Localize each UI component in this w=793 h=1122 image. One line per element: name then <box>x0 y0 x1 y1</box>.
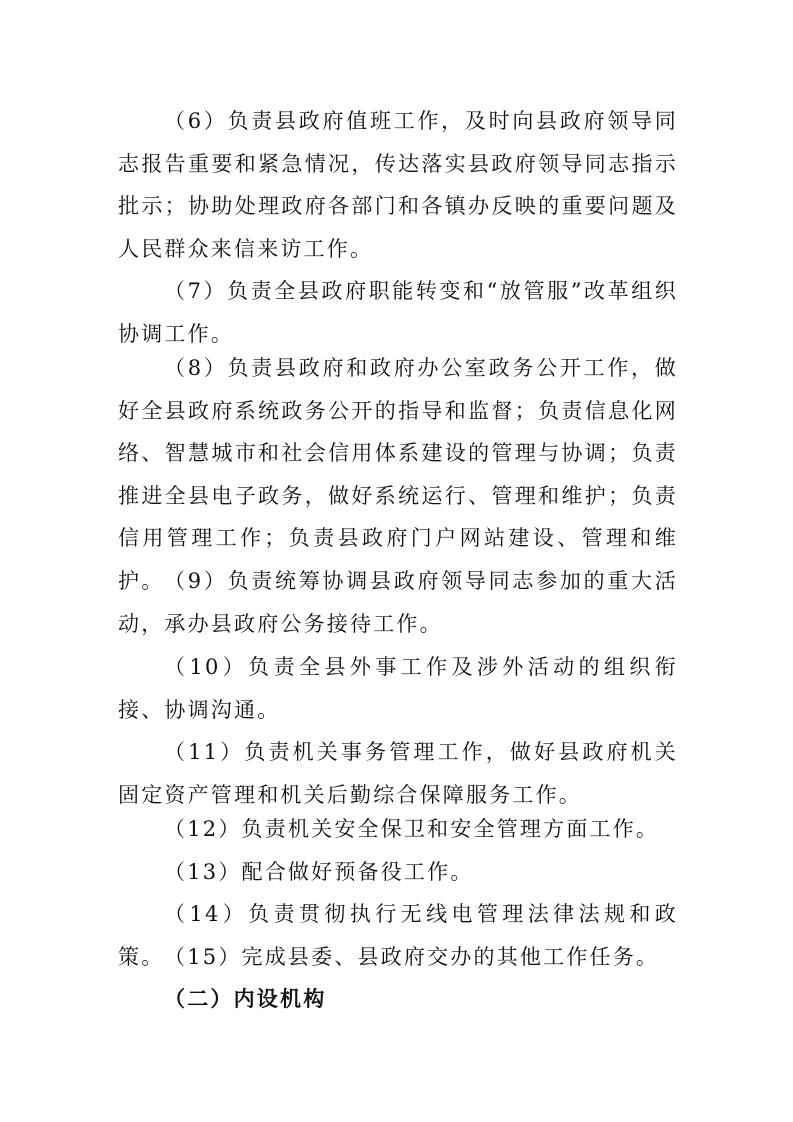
section-heading-internal-structure: （二）内设机构 <box>164 986 327 1011</box>
paragraph-item-11: （11）负责机关事务管理工作，做好县政府机关固定资产管理和机关后勤综合保障服务工作。 <box>118 740 678 807</box>
paragraph-item-9: （9）负责统筹协调县政府领导同志参加的重大活动，承办县政府公务接待工作。 <box>118 569 678 636</box>
paragraph-item-8: （8）负责县政府和政府办公室政务公开工作，做好全县政府系统政务公开的指导和监督；负责信息化网络、智慧城市和社会信用体系建设的管理与协调；负责推进全县电子政务，做好系统运行、管理和维护；负责信用管理工作；负责县政府门户网站建设、管理和维护。 <box>118 356 678 593</box>
paragraph-item-7: （7）负责全县政府职能转变和“放管服”改革组织协调工作。 <box>118 279 678 346</box>
paragraph-item-10: （10）负责全县外事工作及涉外活动的组织衔接、协调沟通。 <box>118 655 678 722</box>
paragraph-item-6: （6）负责县政府值班工作，及时向县政府领导同志报告重要和紧急情况，传达落实县政府领导同志指示批示；协助处理政府各部门和各镇办反映的重要问题及人民群众来信来访工作。 <box>118 109 678 261</box>
paragraph-item-12: （12）负责机关安全保卫和安全管理方面工作。 <box>164 817 660 841</box>
paragraph-item-13: （13）配合做好预备役工作。 <box>164 860 474 884</box>
paragraph-item-14: （14）负责贯彻执行无线电管理法律法规和政策。 <box>118 902 678 969</box>
paragraph-item-15: （15）完成县委、县政府交办的其他工作任务。 <box>164 945 660 969</box>
